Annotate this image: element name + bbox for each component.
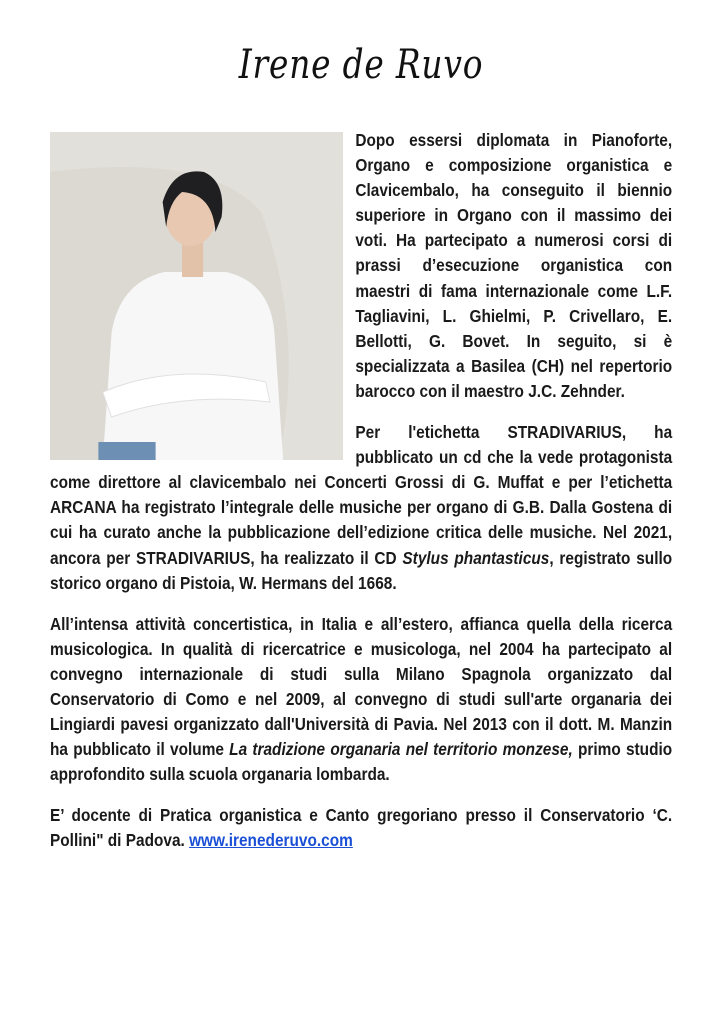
website-link[interactable]: www.irenederuvo.com (189, 830, 353, 851)
biography-text (50, 128, 672, 870)
page-title: Irene de Ruvo (238, 42, 484, 88)
portrait-photo (50, 132, 343, 460)
paragraph-teaching: E’ docente di Pratica organistica e Canto gregoriano presso il Conservatorio ‘C. Pollini" di Padova. www.irenederuvo.com (50, 805, 673, 851)
paragraph-research: All’intensa attività concertistica, in Italia e all’estero, affianca quella della ricerca musicologica. In qualità di ricercatrice e musicologa, nel 2004 ha partecipato al convegno internazionale di studi sulla Milano Spagnola organizzato dal Conservatorio di Como e nel 2009, al convegno di studi sull'arte organaria dei Lingiardi pavesi organizzato dall'Università di Pavia. Nel 2013 con il dott. M. Manzin ha pubblicato il volume La tradizione organaria nel territorio monzese, primo studio approfondito sulla scuola organaria lombarda. (50, 613, 673, 785)
paragraph-education: Dopo essersi diplomata in Pianoforte, Organo e composizione organistica e Clavicembalo, ha conseguito il biennio superiore in Organo con il massimo dei voti. Ha partecipato a numerosi corsi di prassi d’esecuzione organistica con maestri di fama internazionale come L.F. Tagliavini, L. Ghielmi, P. Crivellaro, E. Bellotti, G. Bovet. In seguito, si è specializzata a Basilea (CH) nel repertorio barocco con il maestro J.C. Zehnder. (355, 130, 673, 401)
paragraph-recordings: Per l'etichetta STRADIVARIUS, ha pubblicato un cd che la vede protagonista come direttore al clavicembalo nei Concerti Grossi di G. Muffat e per l’etichetta ARCANA ha registrato l’integrale delle musiche per organo di G.B. Dalla Gostena di cui ha curato anche la pubblicazione dell’edizione critica delle musiche. Nel 2021, ancora per STRADIVARIUS, ha realizzato il CD Stylus phantasticus, registrato sullo storico organo di Pistoia, W. Hermans del 1668. (50, 422, 673, 593)
